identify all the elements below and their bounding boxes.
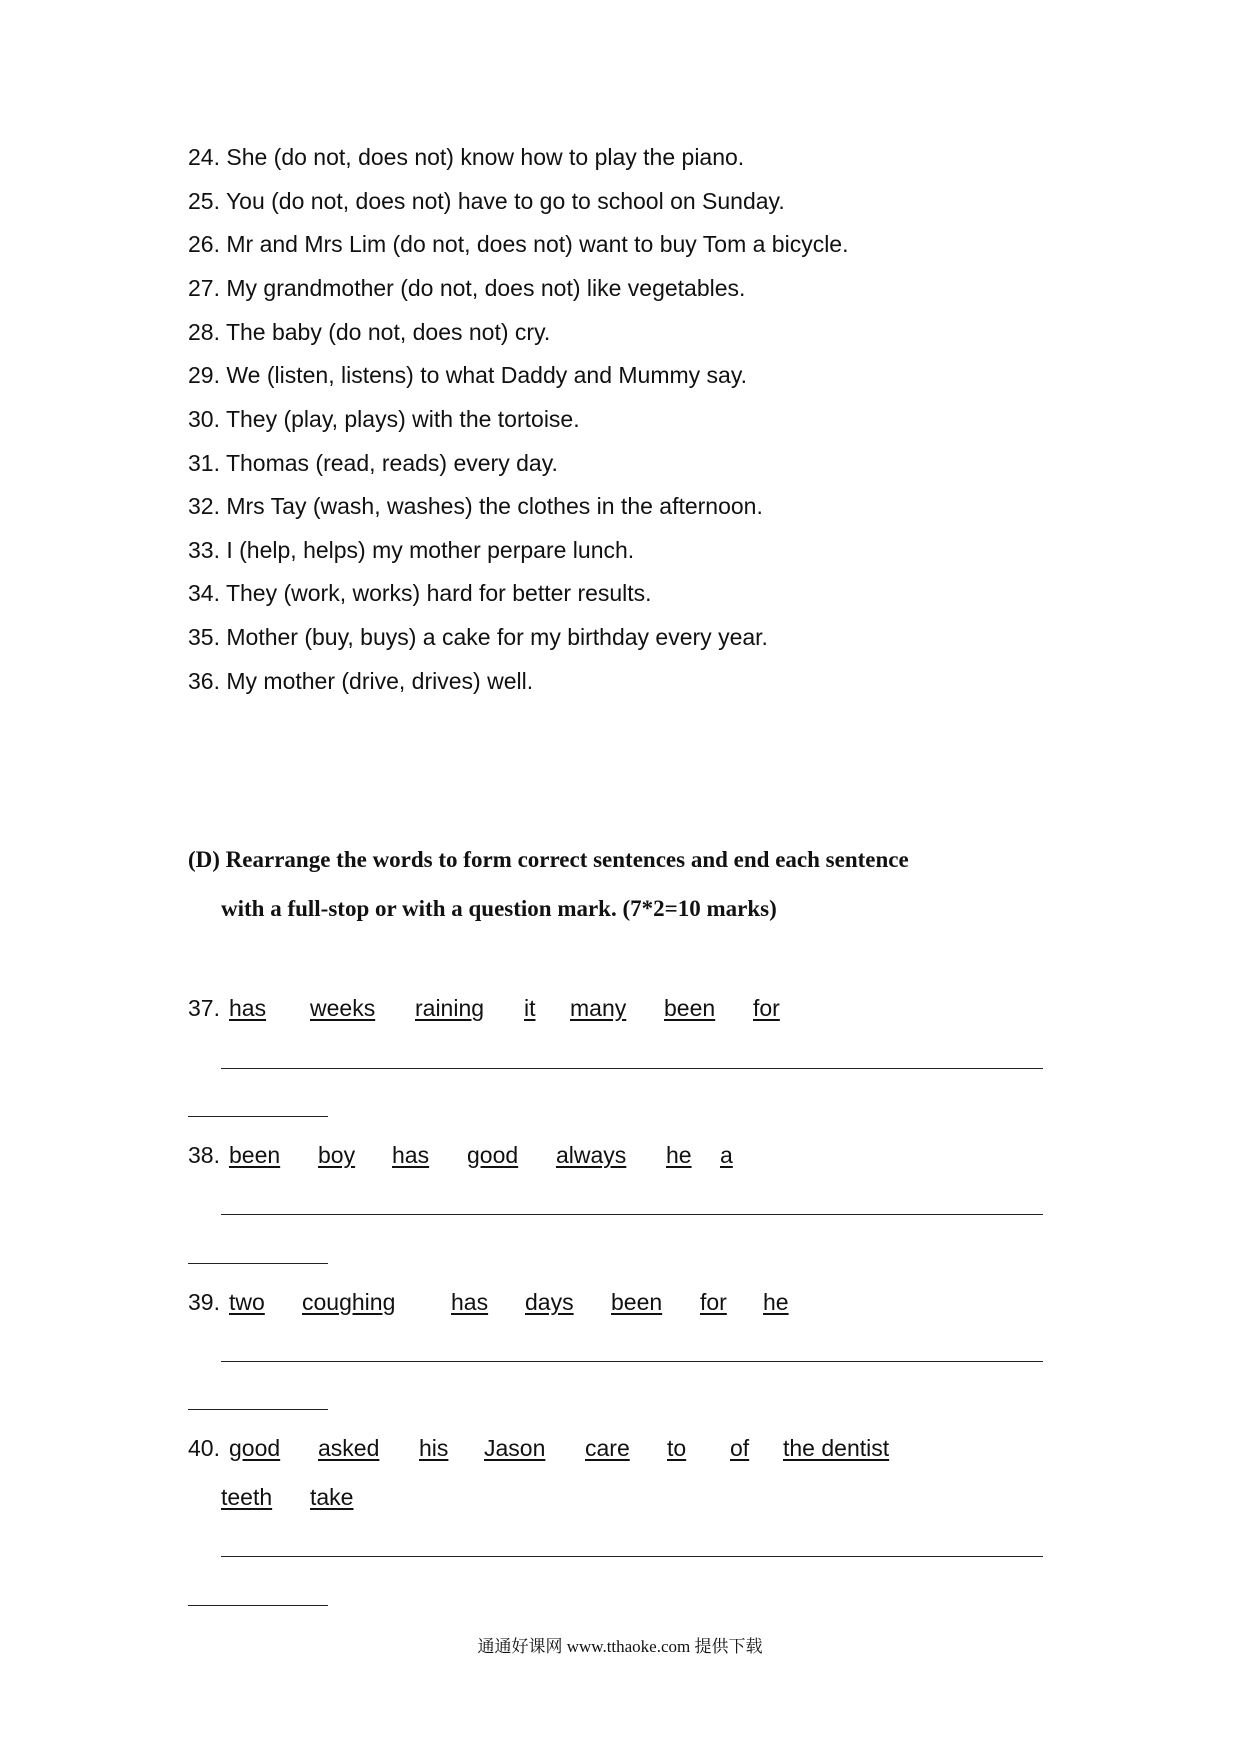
word-tile: raining bbox=[415, 995, 485, 1021]
word-tile: to bbox=[667, 1435, 687, 1461]
word-tile: he bbox=[763, 1289, 789, 1315]
section-d-heading-line2: with a full-stop or with a question mark. (7*2=10 marks) bbox=[221, 896, 777, 921]
answer-line[interactable] bbox=[221, 1068, 1043, 1069]
word-tile: of bbox=[730, 1435, 750, 1461]
sentence-32: 32. Mrs Tay (wash, washes) the clothes in the afternoon. bbox=[188, 493, 763, 519]
sentence-26: 26. Mr and Mrs Lim (do not, does not) want to buy Tom a bicycle. bbox=[188, 231, 849, 257]
word-tile: teeth bbox=[221, 1484, 273, 1510]
word-tile: always bbox=[556, 1142, 627, 1168]
word-tile: been bbox=[664, 995, 716, 1021]
sentence-28: 28. The baby (do not, does not) cry. bbox=[188, 319, 551, 345]
word-tile: for bbox=[700, 1289, 727, 1315]
sentence-30: 30. They (play, plays) with the tortoise. bbox=[188, 406, 580, 432]
word-tile: it bbox=[524, 995, 536, 1021]
section-d-heading: (D) Rearrange the words to form correct sentences and end each sentence bbox=[188, 847, 909, 872]
sentence-24: 24. She (do not, does not) know how to play the piano. bbox=[188, 144, 745, 170]
word-tile: his bbox=[419, 1435, 449, 1461]
word-tile: days bbox=[525, 1289, 574, 1315]
word-tile: two bbox=[229, 1289, 265, 1315]
word-tile: has bbox=[392, 1142, 430, 1168]
word-tile: good bbox=[229, 1435, 281, 1461]
answer-line-end[interactable] bbox=[188, 1263, 328, 1264]
word-tile: has bbox=[451, 1289, 489, 1315]
sentence-27: 27. My grandmother (do not, does not) like vegetables. bbox=[188, 275, 746, 301]
question-number: 39. bbox=[188, 1289, 220, 1315]
page-footer: 通通好课网 www.tthaoke.com 提供下载 bbox=[477, 1637, 763, 1656]
word-tile: good bbox=[467, 1142, 519, 1168]
word-tile: Jason bbox=[484, 1435, 546, 1461]
sentence-36: 36. My mother (drive, drives) well. bbox=[188, 668, 534, 694]
answer-line[interactable] bbox=[221, 1556, 1043, 1557]
word-tile: the dentist bbox=[783, 1435, 890, 1461]
word-tile: he bbox=[666, 1142, 692, 1168]
sentence-31: 31. Thomas (read, reads) every day. bbox=[188, 450, 558, 476]
word-tile: boy bbox=[318, 1142, 356, 1168]
sentence-25: 25. You (do not, does not) have to go to school on Sunday. bbox=[188, 188, 785, 214]
word-tile: for bbox=[753, 995, 780, 1021]
question-number: 40. bbox=[188, 1435, 220, 1461]
sentence-35: 35. Mother (buy, buys) a cake for my birthday every year. bbox=[188, 624, 768, 650]
word-tile: been bbox=[611, 1289, 663, 1315]
answer-line-end[interactable] bbox=[188, 1116, 328, 1117]
question-number: 38. bbox=[188, 1142, 220, 1168]
word-tile: a bbox=[720, 1142, 733, 1168]
sentence-34: 34. They (work, works) hard for better results. bbox=[188, 580, 652, 606]
word-tile: many bbox=[570, 995, 627, 1021]
word-tile: asked bbox=[318, 1435, 380, 1461]
sentence-33: 33. I (help, helps) my mother perpare lunch. bbox=[188, 537, 635, 563]
answer-line[interactable] bbox=[221, 1214, 1043, 1215]
answer-line-end[interactable] bbox=[188, 1605, 328, 1606]
answer-line[interactable] bbox=[221, 1361, 1043, 1362]
answer-line-end[interactable] bbox=[188, 1409, 328, 1410]
word-tile: take bbox=[310, 1484, 354, 1510]
question-number: 37. bbox=[188, 995, 220, 1021]
word-tile: coughing bbox=[302, 1289, 396, 1315]
word-tile: weeks bbox=[310, 995, 376, 1021]
word-tile: been bbox=[229, 1142, 281, 1168]
word-tile: has bbox=[229, 995, 267, 1021]
word-tile: care bbox=[585, 1435, 630, 1461]
sentence-29: 29. We (listen, listens) to what Daddy and Mummy say. bbox=[188, 362, 748, 388]
